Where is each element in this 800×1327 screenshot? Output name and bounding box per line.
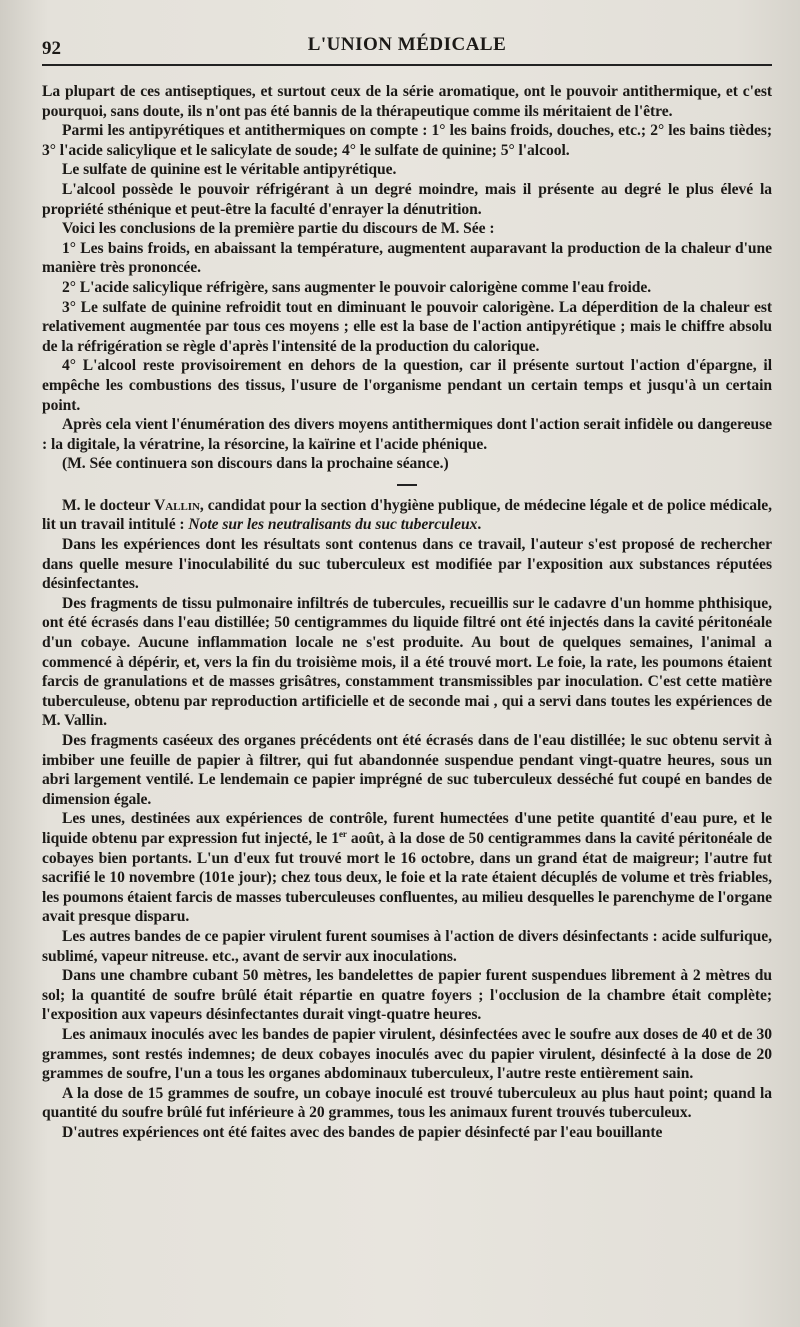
paragraph: Le sulfate de quinine est le véritable antipyrétique. (62, 161, 397, 179)
unes-after: août, à la dose de 50 centigrammes dans la cavité péritonéale de cobayes bien portants. L'un d'eux fut trouvé mort le 16 octobre, dans un grand état de maigreur; l'autre fut sacrifié le 10 novembre (101e jour); chez tous deux, le foie et la rate étaient décuplés de volume et très friables, les poumons étaient farcis de masses tuberculeuses confluentes, au milieu desquelles le parenchyme de l'organe avait presque disparu. (42, 829, 772, 926)
page-header (42, 30, 772, 60)
paragraph-vallin (42, 496, 772, 535)
paragraph: La plupart de ces antiseptiques, et surtout ceux de la série aromatique, ont le pouvoir antithermique, et c'est pourquoi, sans doute, ils n'ont pas été bannis de la thérapeutique comme ils méritaient de l'être. (42, 83, 772, 120)
vallin-suffix: . (477, 516, 482, 534)
paragraph: Parmi les antipyrétiques et antithermiques on compte : 1° les bains froids, douches, etc.; 2° les bains tièdes; 3° l'acide salicylique et le salicylate de soude; 4° le sulfate de quinine; 5° l'alcool. (42, 122, 772, 159)
vallin-title: Note sur les neutralisants du suc tuberculeux (188, 516, 478, 534)
paragraph: 4° L'alcool reste provisoirement en dehors de la question, car il présente surtout l'action d'épargne, il empêche les combustions des tissus, l'usure de l'organisme pendant un certain temps et jusqu'à un certain point. (42, 357, 772, 414)
paragraph: Les autres bandes de ce papier virulent furent soumises à l'action de divers désinfectants : acide sulfurique, sublimé, vapeur nitreuse. etc., avant de servir aux inoculations. (42, 927, 772, 965)
page-number: 92 (42, 38, 61, 59)
unes-sup: er (338, 828, 347, 839)
paragraph-unes (42, 809, 772, 927)
paragraph: A la dose de 15 grammes de soufre, un cobaye inoculé est trouvé tuberculeux au plus haut point; quand la quantité du soufre brûlé fut inférieure à 20 grammes, tous les animaux furent trouvés tuberculeux. (42, 1084, 772, 1122)
paragraph: 3° Le sulfate de quinine refroidit tout en diminuant le pouvoir calorigène. La déperdition de la chaleur est relativement augmentée par tous ces moyens ; elle est la base de l'action antipyrétique ; mais le chiffre absolu de la réfrigération se règle d'après l'intensité de la production du calorique. (42, 298, 772, 355)
unes-before: Les unes, destinées aux expériences de contrôle, furent humectées d'une petite quantité d'eau pure, et le liquide obtenu par expression fut injecté, le 1 (42, 810, 772, 847)
paragraph: Des fragments caséeux des organes précédents ont été écrasés dans de l'eau distillée; le suc obtenu servit à imbiber une feuille de papier à filtrer, qui fut abandonnée suspendue pendant vingt-quatre heures, sous un abri largement ventilé. Le lendemain ce papier imprégné de suc tuberculeux desséché fut coupé en bandes de dimension égale. (42, 732, 772, 808)
running-head: L'UNION MÉDICALE (307, 34, 507, 55)
paragraph: Les animaux inoculés avec les bandes de papier virulent, désinfectées avec le soufre aux doses de 40 et de 30 grammes, sont restés indemnes; de deux cobayes inoculés avec du papier virulent, désinfecté à la dose de 20 grammes de soufre, l'un a tous les organes abdominaux tuberculeux, l'autre reste entièrement sain. (42, 1025, 772, 1083)
paragraph: D'autres expériences ont été faites avec des bandes de papier désinfecté par l'eau bouillante (62, 1123, 663, 1141)
paragraph: (M. Sée continuera son discours dans la prochaine séance.) (62, 455, 449, 473)
header-rule (42, 64, 772, 66)
paragraph: 1° Les bains froids, en abaissant la température, augmentent auparavant la production de la chaleur d'une manière très prononcée. (42, 239, 772, 277)
paragraph: Des fragments de tissu pulmonaire infiltrés de tubercules, recueillis sur le cadavre d'un homme phthisique, ont été écrasés dans l'eau distillée; 50 centigrammes du liquide filtré ont été injectés dans la cavité péritonéale d'un cobaye. Aucune inflammation locale ne s'est produite. Au bout de quelques semaines, l'animal a commencé à dépérir, et, vers la fin du troisième mois, il a été trouvé mort. Le foie, la rate, les poumons étaient farcis de granulations et de masses grisâtres, constamment transmissibles par inoculation. C'est cette matière tuberculeuse, obtenu par reproduction artificielle et de seconde mai , qui a servi dans toutes les expériences de M. Vallin. (42, 594, 772, 730)
vallin-name: Vallin (154, 496, 200, 514)
paragraph: Après cela vient l'énumération des divers moyens antithermiques dont l'action serait infidèle ou dangereuse : la digitale, la vératrine, la résorcine, la kaïrine et l'acide phénique. (42, 416, 772, 453)
paragraph: Dans les expériences dont les résultats sont contenus dans ce travail, l'auteur s'est proposé de rechercher dans quelle mesure l'inoculabilité du suc tuberculeux est modifiée par l'exposition aux substances réputées désinfectantes. (42, 536, 772, 593)
paragraph: Dans une chambre cubant 50 mètres, les bandelettes de papier furent suspendues librement à 2 mètres du sol; la quantité de soufre brûlé était répartie en quatre foyers ; l'occlusion de la chambre était complète; l'exposition aux vapeurs désinfectantes durait vingt-quatre heures. (42, 967, 772, 1024)
paragraph: 2° L'acide salicylique réfrigère, sans augmenter le pouvoir calorigène comme l'eau froide. (62, 278, 652, 296)
paragraph: L'alcool possède le pouvoir réfrigérant à un degré moindre, mais il présente au degré le plus élevé la propriété sthénique et peut-être la faculté d'enrayer la dénutrition. (42, 180, 772, 218)
article-body (42, 82, 772, 1142)
section-separator (397, 484, 417, 486)
paragraph: Voici les conclusions de la première partie du discours de M. Sée : (62, 220, 495, 238)
vallin-middle: , candidat pour la section d'hygiène publique, de médecine légale et de police médicale, lit un travail intitulé : (42, 496, 772, 534)
vallin-prefix: M. le docteur (62, 496, 155, 514)
